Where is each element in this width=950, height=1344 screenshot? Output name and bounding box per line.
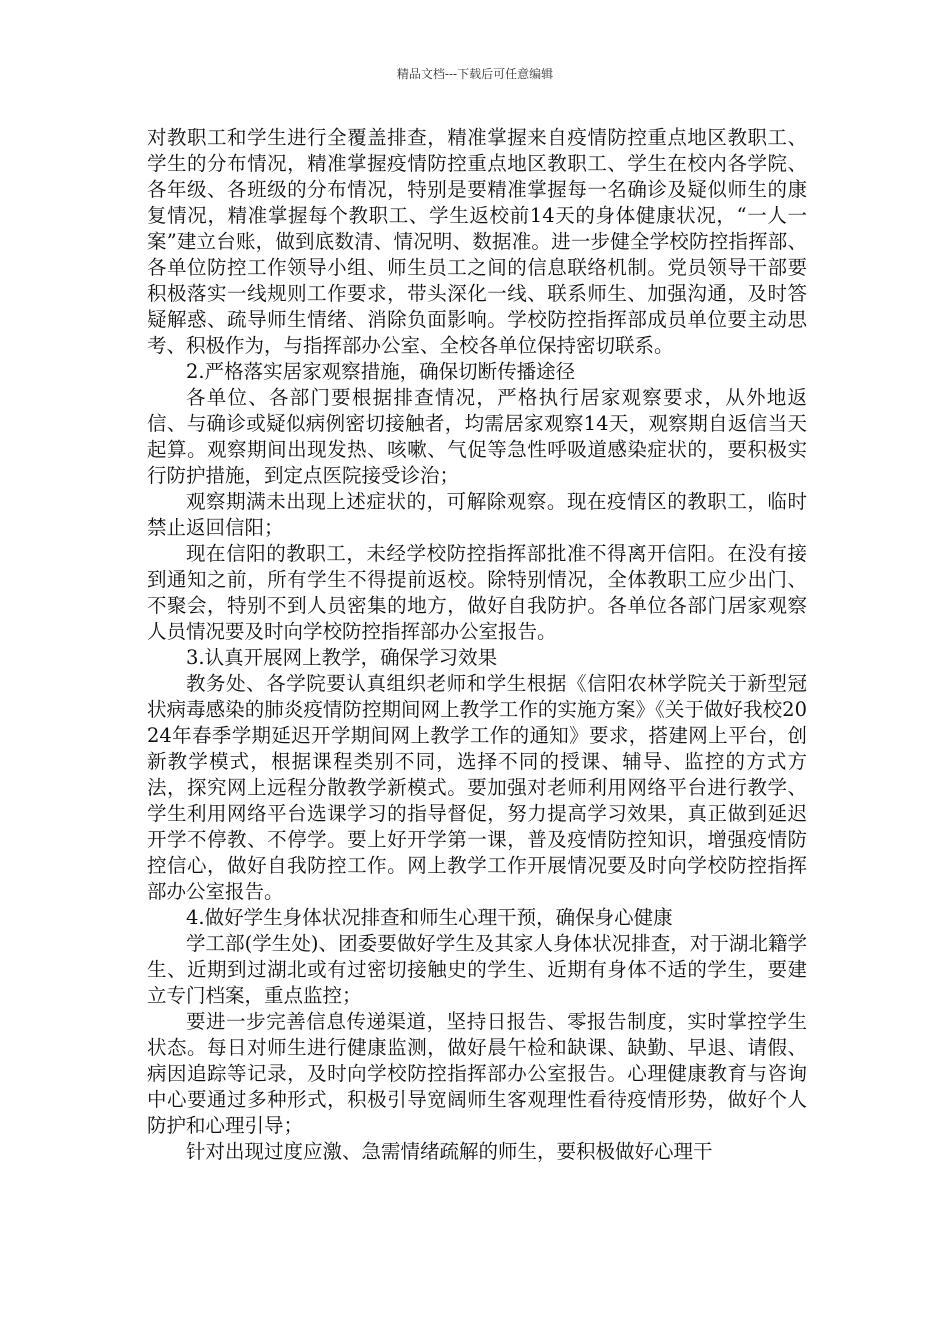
paragraph-2: 各单位、各部门要根据排查情况，严格执行居家观察要求，从外地返信、与确诊或疑似病例密切接触者，均需居家观察14天，观察期自返信当天起算。观察期间出现发热、咳嗽、气促等急性呼吸道感染症状的，要积极实行防护措施，到定点医院接受诊治； xyxy=(147,386,807,487)
paragraph-4: 现在信阳的教职工，未经学校防控指挥部批准不得离开信阳。在没有接到通知之前，所有学生不得提前返校。除特别情况，全体教职工应少出门、不聚会，特别不到人员密集的地方，做好自我防护。各单位各部门居家观察人员情况要及时向学校防控指挥部办公室报告。 xyxy=(147,542,807,643)
paragraph-8: 针对出现过度应激、急需情绪疏解的师生，要积极做好心理干 xyxy=(186,1140,713,1163)
document-body xyxy=(147,125,807,1165)
section-heading-3: 3.认真开展网上教学，确保学习效果 xyxy=(186,646,498,669)
paragraph-7: 要进一步完善信息传递渠道，坚持日报告、零报告制度，实时掌控学生状态。每日对师生进行健康监测，做好晨午检和缺课、缺勤、早退、请假、病因追踪等记录，及时向学校防控指挥部办公室报告。心理健康教育与咨询中心要通过多种形式，积极引导宽阔师生客观理性看待疫情形势，做好个人防护和心理引导； xyxy=(147,1010,807,1137)
paragraph-6: 学工部(学生处)、团委要做好学生及其家人身体状况排查，对于湖北籍学生、近期到过湖北或有过密切接触史的学生、近期有身体不适的学生，要建立专门档案，重点监控； xyxy=(147,932,807,1007)
section-heading-2: 2.严格落实居家观察措施，确保切断传播途径 xyxy=(186,360,576,383)
page-header: 精品文档---下载后可任意编辑 xyxy=(396,67,554,81)
paragraph-3: 观察期满未出现上述症状的，可解除观察。现在疫情区的教职工，临时禁止返回信阳； xyxy=(147,490,807,539)
paragraph-5: 教务处、各学院要认真组织老师和学生根据《信阳农林学院关于新型冠状病毒感染的肺炎疫情防控期间网上教学工作的实施方案》《关于做好我校2024年春季学期延迟开学期间网上教学工作的通知》要求，搭建网上平台，创新教学模式，根据课程类别不同，选择不同的授课、辅导、监控的方式方法，探究网上远程分散教学新模式。要加强对老师利用网络平台进行教学、学生利用网络平台选课学习的指导督促，努力提高学习效果，真正做到延迟开学不停教、不停学。要上好开学第一课，普及疫情防控知识，增强疫情防控信心，做好自我防控工作。网上教学工作开展情况要及时向学校防控指挥部办公室报告。 xyxy=(147,672,807,903)
section-heading-4: 4.做好学生身体状况排查和师生心理干预，确保身心健康 xyxy=(186,906,673,929)
paragraph-1: 对教职工和学生进行全覆盖排查，精准掌握来自疫情防控重点地区教职工、学生的分布情况，精准掌握疫情防控重点地区教职工、学生在校内各学院、各年级、各班级的分布情况，特别是要精准掌握每一名确诊及疑似师生的康复情况，精准掌握每个教职工、学生返校前14天的身体健康状况，“一人一案”建立台账，做到底数清、情况明、数据准。进一步健全学校防控指挥部、各单位防控工作领导小组、师生员工之间的信息联络机制。党员领导干部要积极落实一线规则工作要求，带头深化一线、联系师生、加强沟通，及时答疑解惑、疏导师生情绪、消除负面影响。学校防控指挥部成员单位要主动思考、积极作为，与指挥部办公室、全校各单位保持密切联系。 xyxy=(147,126,807,357)
